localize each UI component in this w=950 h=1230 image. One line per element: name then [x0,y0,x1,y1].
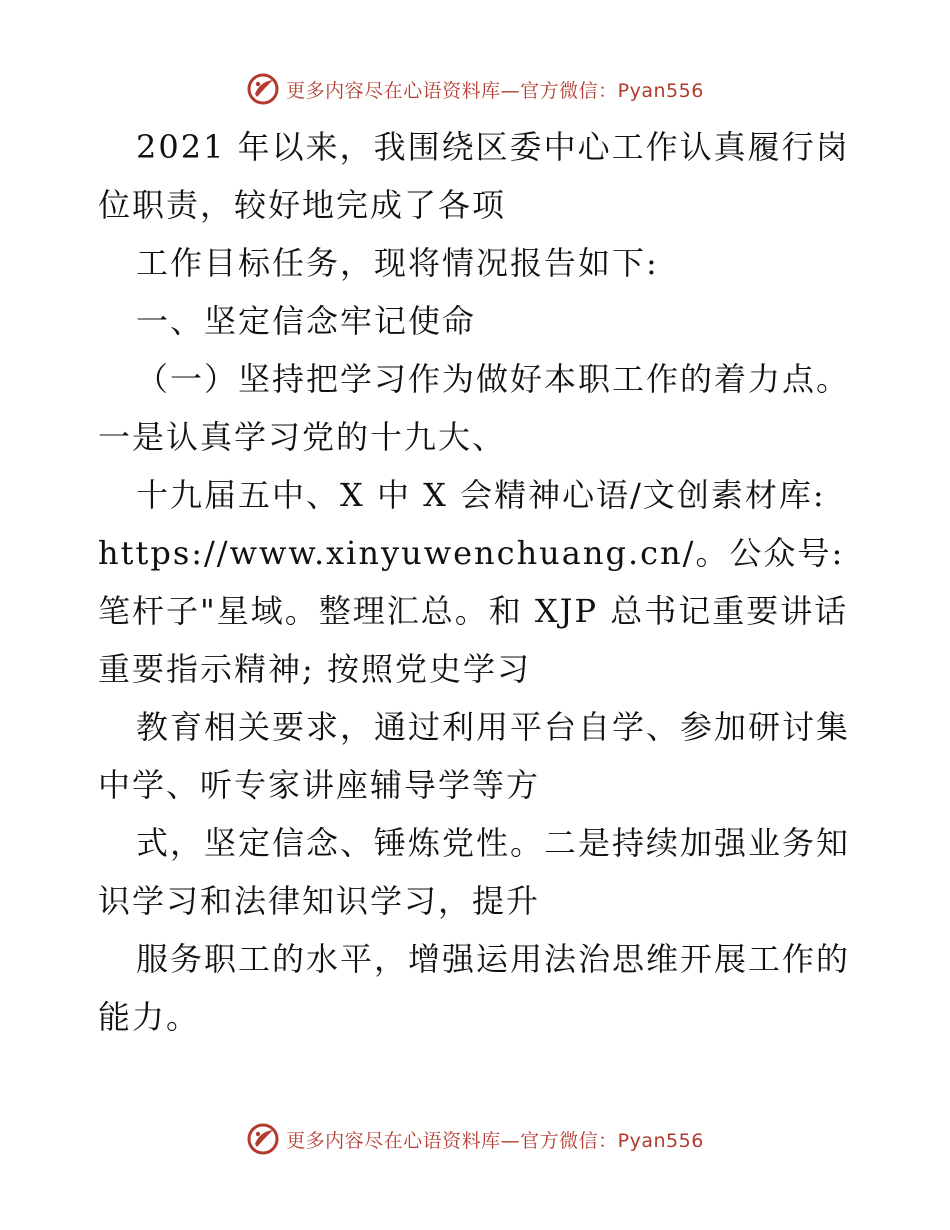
paragraph-study-methods: 教育相关要求，通过利用平台自学、参加研讨集中学、听专家讲座辅导学等方 [98,708,851,804]
paragraph-belief: 式，坚定信念、锤炼党性。二是持续加强业务知识学习和法律知识学习，提升 [98,824,851,920]
document-body [98,118,858,1046]
brush-seal-logo-icon [246,72,280,106]
subsection-heading-1: （一）坚持把学习作为做好本职工作的着力点。一是认真学习党的十九大、 [98,360,851,456]
footer-watermark-text: 更多内容尽在心语资料库—官方微信：Pyan556 [286,1129,704,1152]
header-watermark-text: 更多内容尽在心语资料库—官方微信：Pyan556 [286,79,704,102]
paragraph-report-lead: 工作目标任务，现将情况报告如下: [136,244,659,282]
footer-watermark [0,1122,950,1156]
section-heading-1: 一、坚定信念牢记使命 [136,302,477,340]
paragraph-study-content: 十九届五中、X 中 X 会精神心语/文创素材库: https://www.xinyuwenchuang.cn/。公众号: 笔杆子"星域。整理汇总。和 XJP 总书记重要讲话重要指示精神; 按照党史学习 [98,476,849,688]
paragraph-service: 服务职工的水平，增强运用法治思维开展工作的能力。 [98,940,851,1036]
paragraph-intro: 2021 年以来，我围绕区委中心工作认真履行岗位职责，较好地完成了各项 [98,128,850,224]
header-watermark [0,72,950,106]
brush-seal-logo-icon [246,1122,280,1156]
